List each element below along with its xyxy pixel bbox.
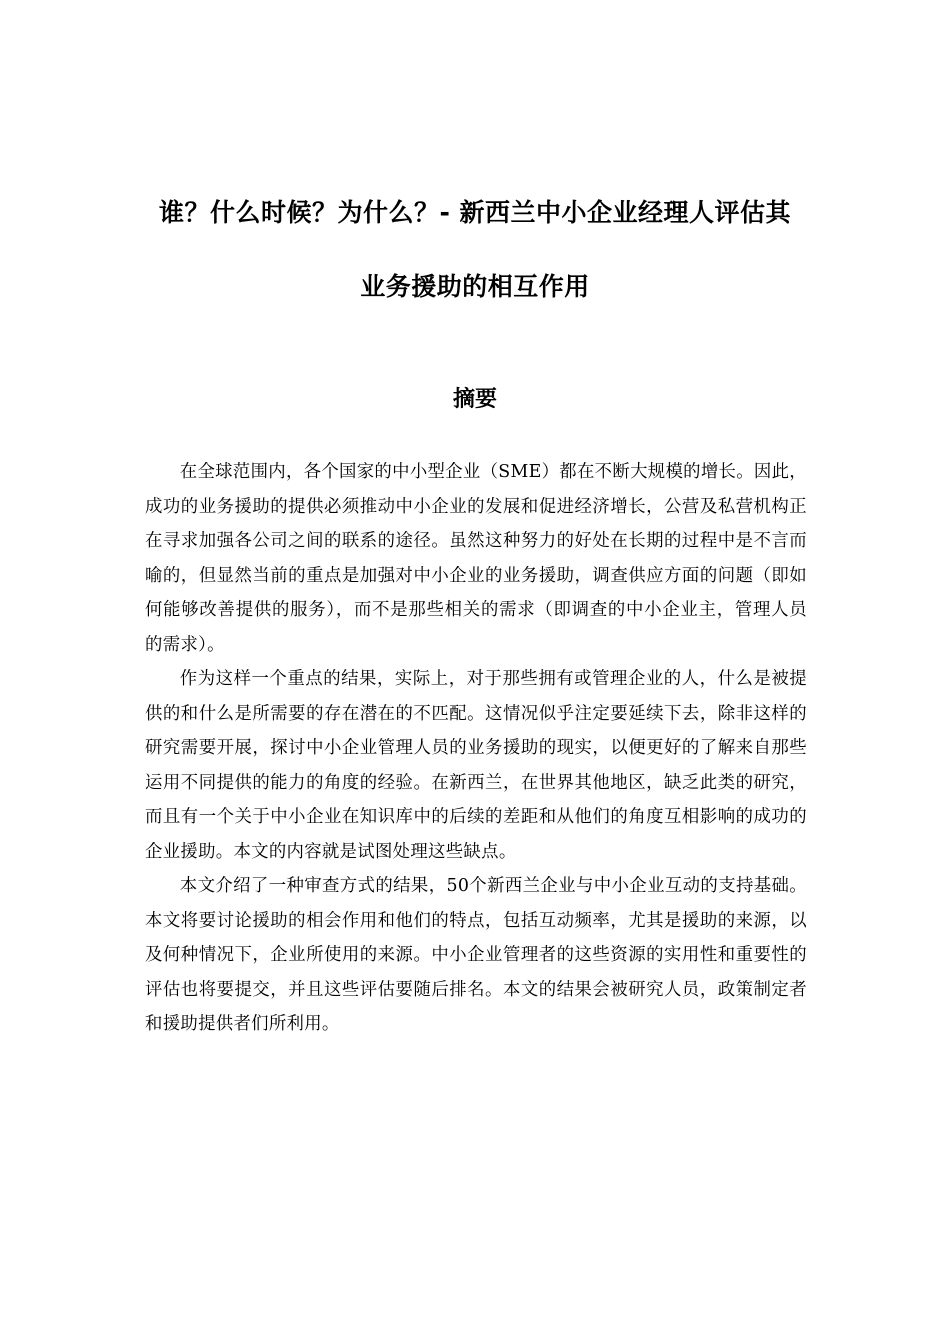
paragraph-2: 作为这样一个重点的结果，实际上，对于那些拥有或管理企业的人，什么是被提供的和什么是所需要的存在潜在的不匹配。这情况似乎注定要延续下去，除非这样的研究需要开展，探讨中小企业管理人员的业务援助的现实，以便更好的了解来自那些运用不同提供的能力的角度的经验。在新西兰，在世界其他地区，缺乏此类的研究，而且有一个关于中小企业在知识库中的后续的差距和从他们的角度互相影响的成功的企业援助。本文的内容就是试图处理这些缺点。 [145,669,807,862]
paragraph-1: 在全球范围内，各个国家的中小型企业（SME）都在不断大规模的增长。因此，成功的业务援助的提供必须推动中小企业的发展和促进经济增长，公营及私营机构正在寻求加强各公司之间的联系的途径。虽然这种努力的好处在长期的过程中是不言而喻的，但显然当前的重点是加强对中小企业的业务援助，调查供应方面的问题（即如何能够改善提供的服务），而不是那些相关的需求（即调查的中小企业主，管理人员的需求）。 [145,462,807,655]
paragraph-3: 本文介绍了一种审查方式的结果，50个新西兰企业与中小企业互动的支持基础。本文将要讨论援助的相会作用和他们的特点，包括互动频率，尤其是援助的来源，以及何种情况下，企业所使用的来源。中小企业管理者的这些资源的实用性和重要性的评估也将要提交，并且这些评估要随后排名。本文的结果会被研究人员，政策制定者和援助提供者们所利用。 [145,876,807,1034]
title-line-1: 谁？什么时候？为什么？- 新西兰中小企业经理人评估其 [158,198,792,227]
abstract-body [145,455,807,1042]
abstract-heading: 摘要 [452,387,497,412]
title-line-2: 业务援助的相互作用 [360,272,590,301]
